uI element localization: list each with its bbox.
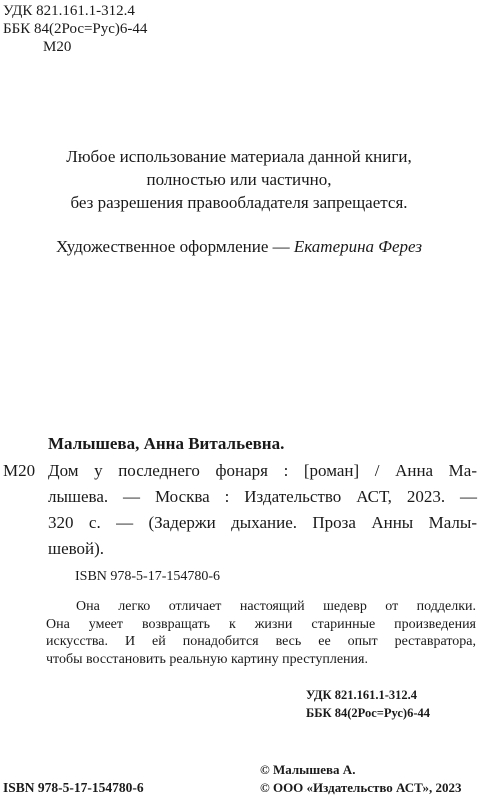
classification-codes-bottom	[306, 686, 430, 722]
art-credit-name: Екатерина Ферез	[293, 237, 422, 256]
author-mark: М20	[43, 39, 72, 55]
copyright-author: © Малышева А.	[260, 762, 356, 777]
bibliography-line: лышева. — Москва : Издательство АСТ, 2023. —	[48, 487, 477, 506]
bibliography-line: шевой).	[48, 539, 105, 558]
art-credit-label: Художественное оформление —	[56, 237, 294, 256]
annotation-line: Она умеет возвращать к жизни старинные произведения	[46, 616, 476, 632]
annotation-line: Она легко отличает настоящий шедевр от подделки.	[76, 599, 476, 614]
annotation-line: искусства. И ей понадобится весь ее опыт реставратора,	[46, 634, 476, 649]
udk-code: УДК 821.161.1-312.4	[3, 3, 135, 19]
annotation-line: чтобы восстановить реальную картину преступления.	[46, 651, 368, 667]
notice-line: Любое использование материала данной книги,	[66, 147, 412, 166]
copyright-publisher: © ООО «Издательство АСТ», 2023	[260, 780, 462, 795]
bibliography-author: Малышева, Анна Витальевна.	[48, 434, 285, 453]
bibliography-line: 320 с. — (Задержи дыхание. Проза Анны Малы-	[48, 513, 477, 532]
bbk-code: ББК 84(2Рос=Рус)6-44	[3, 21, 148, 37]
copyright-notice	[0, 145, 478, 214]
classification-codes	[3, 2, 147, 56]
udk-code-bottom: УДК 821.161.1-312.4	[306, 688, 417, 702]
notice-line: полностью или частично,	[146, 170, 332, 189]
bibliography-text	[48, 458, 477, 562]
notice-line: без разрешения правообладателя запрещается.	[70, 193, 408, 212]
copyright-block	[260, 761, 462, 797]
bibliography-isbn: ISBN 978-5-17-154780-6	[75, 569, 221, 584]
bibliography-code: М20	[3, 461, 36, 480]
isbn-bottom: ISBN 978-5-17-154780-6	[3, 780, 144, 795]
annotation	[46, 598, 476, 668]
art-credit	[0, 235, 478, 258]
bbk-code-bottom: ББК 84(2Рос=Рус)6-44	[306, 706, 430, 720]
bibliography-line: Дом у последнего фонаря : [роман] / Анна Ма-	[48, 461, 477, 480]
